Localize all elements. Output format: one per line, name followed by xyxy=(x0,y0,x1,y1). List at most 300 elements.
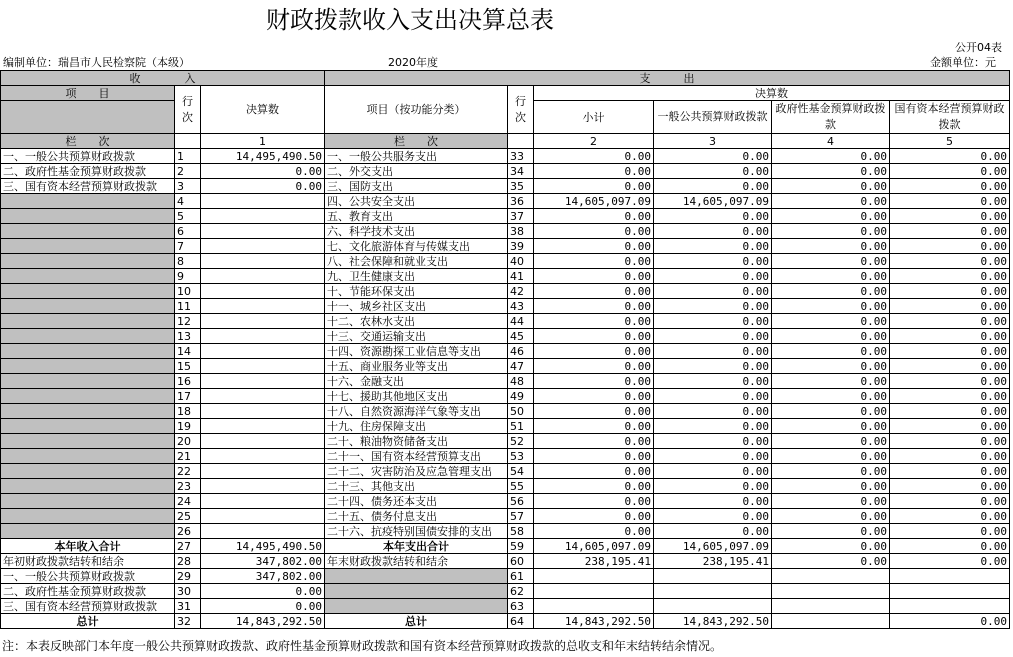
income-amount xyxy=(201,404,325,419)
row-no: 39 xyxy=(508,239,534,254)
expense-fund: 0.00 xyxy=(772,164,890,179)
table-row xyxy=(1,179,1010,194)
begin-fund-label: 二、政府性基金预算财政拨款 xyxy=(1,584,175,599)
row-no: 1 xyxy=(175,149,201,164)
income-item xyxy=(1,494,175,509)
income-amount xyxy=(201,389,325,404)
row-no: 60 xyxy=(508,554,534,569)
expense-item: 十三、交通运输支出 xyxy=(325,329,508,344)
currency-label: 金额单位：元 xyxy=(930,56,996,69)
income-item xyxy=(1,404,175,419)
row-no: 25 xyxy=(175,509,201,524)
row-no: 8 xyxy=(175,254,201,269)
expense-general: 0.00 xyxy=(654,449,772,464)
income-item xyxy=(1,299,175,314)
expense-subtotal: 0.00 xyxy=(534,494,654,509)
expense-fund: 0.00 xyxy=(772,449,890,464)
expense-fund: 0.00 xyxy=(772,299,890,314)
expense-general: 0.00 xyxy=(654,374,772,389)
col-3: 3 xyxy=(654,134,772,149)
expense-general: 0.00 xyxy=(654,479,772,494)
general-header: 一般公共预算财政拨款 xyxy=(654,101,772,134)
expense-state: 0.00 xyxy=(890,374,1010,389)
final-header: 决算数 xyxy=(534,86,1010,101)
expense-general: 0.00 xyxy=(654,329,772,344)
row-no: 22 xyxy=(175,464,201,479)
expense-state: 0.00 xyxy=(890,284,1010,299)
expense-state: 0.00 xyxy=(890,494,1010,509)
income-amount xyxy=(201,299,325,314)
row-no: 2 xyxy=(175,164,201,179)
expense-fund: 0.00 xyxy=(772,149,890,164)
row-no: 37 xyxy=(508,209,534,224)
exp-item-header: 项目（按功能分类） xyxy=(325,86,508,134)
form-number: 公开04表 xyxy=(955,41,1002,54)
col-4: 4 xyxy=(772,134,890,149)
income-item xyxy=(1,359,175,374)
table-row xyxy=(1,344,1010,359)
expense-subtotal: 0.00 xyxy=(534,284,654,299)
income-total-value: 14,495,490.50 xyxy=(201,539,325,554)
table-row xyxy=(1,194,1010,209)
grand-total-label-right: 总计 xyxy=(325,614,508,629)
expense-item: 九、卫生健康支出 xyxy=(325,269,508,284)
expense-item: 二十三、其他支出 xyxy=(325,479,508,494)
table-row xyxy=(1,389,1010,404)
col-label: 栏 次 xyxy=(1,134,175,149)
expense-item: 二十、粮油物资储备支出 xyxy=(325,434,508,449)
income-item xyxy=(1,419,175,434)
expense-subtotal: 0.00 xyxy=(534,269,654,284)
grand-total-general: 14,843,292.50 xyxy=(654,614,772,629)
row-no: 56 xyxy=(508,494,534,509)
expense-total-label: 本年支出合计 xyxy=(325,539,508,554)
expense-item: 十、节能环保支出 xyxy=(325,284,508,299)
expense-fund: 0.00 xyxy=(772,479,890,494)
expense-item: 四、公共安全支出 xyxy=(325,194,508,209)
expense-fund: 0.00 xyxy=(772,284,890,299)
income-amount xyxy=(201,509,325,524)
expense-state: 0.00 xyxy=(890,149,1010,164)
row-no: 35 xyxy=(508,179,534,194)
blank-cell xyxy=(890,599,1010,614)
income-item xyxy=(1,269,175,284)
expense-item: 二十一、国有资本经营预算支出 xyxy=(325,449,508,464)
expense-item: 二十六、抗疫特别国债安排的支出 xyxy=(325,524,508,539)
expense-item: 二、外交支出 xyxy=(325,164,508,179)
row-no: 30 xyxy=(175,584,201,599)
row-no: 53 xyxy=(508,449,534,464)
expense-general: 0.00 xyxy=(654,239,772,254)
expense-subtotal: 0.00 xyxy=(534,179,654,194)
row-no: 42 xyxy=(508,284,534,299)
begin-fund-value: 0.00 xyxy=(201,584,325,599)
row-no: 54 xyxy=(508,464,534,479)
table-row xyxy=(1,284,1010,299)
row-no: 55 xyxy=(508,479,534,494)
expense-subtotal: 0.00 xyxy=(534,524,654,539)
expense-item: 十四、资源勘探工业信息等支出 xyxy=(325,344,508,359)
income-amount: 14,495,490.50 xyxy=(201,149,325,164)
expense-subtotal: 0.00 xyxy=(534,509,654,524)
expense-state: 0.00 xyxy=(890,434,1010,449)
expense-subtotal: 0.00 xyxy=(534,329,654,344)
income-item xyxy=(1,509,175,524)
begin-state-label: 三、国有资本经营预算财政拨款 xyxy=(1,599,175,614)
row-no: 47 xyxy=(508,359,534,374)
row-no: 57 xyxy=(508,509,534,524)
begin-balance-value: 347,802.00 xyxy=(201,554,325,569)
expense-item: 八、社会保障和就业支出 xyxy=(325,254,508,269)
expense-item: 一、一般公共服务支出 xyxy=(325,149,508,164)
expense-fund: 0.00 xyxy=(772,404,890,419)
expense-general: 0.00 xyxy=(654,299,772,314)
table-row xyxy=(1,524,1010,539)
income-amount xyxy=(201,239,325,254)
income-amount xyxy=(201,524,325,539)
expense-fund: 0.00 xyxy=(772,224,890,239)
income-item xyxy=(1,284,175,299)
row-no: 49 xyxy=(508,389,534,404)
table-row xyxy=(1,359,1010,374)
income-item xyxy=(1,239,175,254)
expense-fund: 0.00 xyxy=(772,389,890,404)
table-row xyxy=(1,479,1010,494)
table-row xyxy=(1,164,1010,179)
expense-state: 0.00 xyxy=(890,509,1010,524)
grand-total-label: 总计 xyxy=(1,614,175,629)
end-balance-subtotal: 238,195.41 xyxy=(534,554,654,569)
row-no: 34 xyxy=(508,164,534,179)
expense-general: 0.00 xyxy=(654,359,772,374)
income-amount xyxy=(201,254,325,269)
amount-header: 决算数 xyxy=(201,86,325,134)
table-row xyxy=(1,434,1010,449)
expense-general: 0.00 xyxy=(654,434,772,449)
end-balance-label: 年末财政拨款结转和结余 xyxy=(325,554,508,569)
begin-general-value: 347,802.00 xyxy=(201,569,325,584)
expense-general: 0.00 xyxy=(654,224,772,239)
row-no: 61 xyxy=(508,569,534,584)
expense-fund: 0.00 xyxy=(772,464,890,479)
expense-state: 0.00 xyxy=(890,404,1010,419)
table-row xyxy=(1,494,1010,509)
row-no: 41 xyxy=(508,269,534,284)
income-amount xyxy=(201,224,325,239)
expense-fund: 0.00 xyxy=(772,194,890,209)
begin-state-value: 0.00 xyxy=(201,599,325,614)
expense-fund: 0.00 xyxy=(772,374,890,389)
table-row xyxy=(1,419,1010,434)
unit-label: 编制单位：瑞昌市人民检察院（本级） xyxy=(3,56,190,69)
row-no: 64 xyxy=(508,614,534,629)
income-item xyxy=(1,329,175,344)
income-amount xyxy=(201,209,325,224)
blank-cell xyxy=(772,569,890,584)
expense-state: 0.00 xyxy=(890,299,1010,314)
table-row xyxy=(1,209,1010,224)
income-item xyxy=(1,209,175,224)
row-no: 63 xyxy=(508,599,534,614)
expense-state: 0.00 xyxy=(890,254,1010,269)
row-no: 59 xyxy=(508,539,534,554)
expense-subtotal: 0.00 xyxy=(534,434,654,449)
expense-header: 支 出 xyxy=(325,71,1010,86)
income-amount xyxy=(201,194,325,209)
expense-subtotal: 0.00 xyxy=(534,404,654,419)
expense-total-general: 14,605,097.09 xyxy=(654,539,772,554)
income-amount xyxy=(201,314,325,329)
item-header: 项 目 xyxy=(1,86,175,101)
row-no: 48 xyxy=(508,374,534,389)
income-item: 三、国有资本经营预算财政拨款 xyxy=(1,179,175,194)
income-header: 收 入 xyxy=(1,71,325,86)
expense-subtotal: 0.00 xyxy=(534,149,654,164)
table-row xyxy=(1,374,1010,389)
income-item xyxy=(1,449,175,464)
income-amount xyxy=(201,464,325,479)
fund-header: 政府性基金预算财政拨款 xyxy=(772,101,890,134)
row-no: 29 xyxy=(175,569,201,584)
expense-general: 0.00 xyxy=(654,269,772,284)
expense-general: 0.00 xyxy=(654,164,772,179)
row-no: 23 xyxy=(175,479,201,494)
row-no: 27 xyxy=(175,539,201,554)
expense-state: 0.00 xyxy=(890,359,1010,374)
expense-item: 六、科学技术支出 xyxy=(325,224,508,239)
row-no: 4 xyxy=(175,194,201,209)
row-no: 13 xyxy=(175,329,201,344)
expense-fund: 0.00 xyxy=(772,509,890,524)
expense-state: 0.00 xyxy=(890,224,1010,239)
row-no: 10 xyxy=(175,284,201,299)
income-amount: 0.00 xyxy=(201,164,325,179)
row-no: 62 xyxy=(508,584,534,599)
row-no: 14 xyxy=(175,344,201,359)
expense-fund: 0.00 xyxy=(772,314,890,329)
income-amount: 0.00 xyxy=(201,179,325,194)
row-no: 17 xyxy=(175,389,201,404)
expense-general: 0.00 xyxy=(654,464,772,479)
blank-cell xyxy=(654,584,772,599)
income-item xyxy=(1,314,175,329)
end-balance-state: 0.00 xyxy=(890,554,1010,569)
expense-item: 二十五、债务付息支出 xyxy=(325,509,508,524)
blank-cell xyxy=(325,569,508,584)
expense-fund: 0.00 xyxy=(772,524,890,539)
expense-state: 0.00 xyxy=(890,344,1010,359)
row-no: 20 xyxy=(175,434,201,449)
expense-subtotal: 0.00 xyxy=(534,449,654,464)
expense-subtotal: 0.00 xyxy=(534,389,654,404)
expense-state: 0.00 xyxy=(890,479,1010,494)
row-no: 6 xyxy=(175,224,201,239)
row-no: 44 xyxy=(508,314,534,329)
expense-item: 三、国防支出 xyxy=(325,179,508,194)
blank-cell xyxy=(654,569,772,584)
table-row xyxy=(1,254,1010,269)
table-row xyxy=(1,299,1010,314)
table-row xyxy=(1,329,1010,344)
expense-state: 0.00 xyxy=(890,269,1010,284)
row-no: 21 xyxy=(175,449,201,464)
income-item xyxy=(1,374,175,389)
blank-cell xyxy=(890,569,1010,584)
row-no: 11 xyxy=(175,299,201,314)
income-item: 二、政府性基金预算财政拨款 xyxy=(1,164,175,179)
income-amount xyxy=(201,419,325,434)
row-no: 24 xyxy=(175,494,201,509)
expense-item: 十九、住房保障支出 xyxy=(325,419,508,434)
row-no: 5 xyxy=(175,209,201,224)
expense-item: 七、文化旅游体育与传媒支出 xyxy=(325,239,508,254)
expense-state: 0.00 xyxy=(890,164,1010,179)
expense-general: 0.00 xyxy=(654,284,772,299)
row-no: 28 xyxy=(175,554,201,569)
expense-state: 0.00 xyxy=(890,314,1010,329)
income-amount xyxy=(201,269,325,284)
income-item xyxy=(1,194,175,209)
expense-subtotal: 0.00 xyxy=(534,479,654,494)
income-item xyxy=(1,389,175,404)
expense-general: 0.00 xyxy=(654,404,772,419)
expense-subtotal: 14,605,097.09 xyxy=(534,194,654,209)
row-no: 9 xyxy=(175,269,201,284)
table-row xyxy=(1,224,1010,239)
expense-general: 14,605,097.09 xyxy=(654,194,772,209)
blank-cell xyxy=(534,569,654,584)
row-no: 3 xyxy=(175,179,201,194)
page-title: 财政拨款收入支出决算总表 xyxy=(266,6,554,34)
expense-subtotal: 0.00 xyxy=(534,209,654,224)
expense-general: 0.00 xyxy=(654,509,772,524)
blank-cell xyxy=(890,584,1010,599)
year-label: 2020年度 xyxy=(388,56,438,69)
income-item xyxy=(1,479,175,494)
expense-subtotal: 0.00 xyxy=(534,314,654,329)
expense-fund: 0.00 xyxy=(772,419,890,434)
row-no: 36 xyxy=(508,194,534,209)
expense-fund: 0.00 xyxy=(772,269,890,284)
col-label-2: 栏 次 xyxy=(325,134,508,149)
table-row xyxy=(1,269,1010,284)
expense-state: 0.00 xyxy=(890,449,1010,464)
expense-state: 0.00 xyxy=(890,389,1010,404)
expense-general: 0.00 xyxy=(654,254,772,269)
expense-fund: 0.00 xyxy=(772,239,890,254)
expense-state: 0.00 xyxy=(890,464,1010,479)
expense-state: 0.00 xyxy=(890,209,1010,224)
grand-total-fund xyxy=(772,614,890,629)
begin-balance-label: 年初财政拨款结转和结余 xyxy=(1,554,175,569)
table-row xyxy=(1,449,1010,464)
income-amount xyxy=(201,374,325,389)
expense-general: 0.00 xyxy=(654,389,772,404)
expense-subtotal: 0.00 xyxy=(534,359,654,374)
blank-cell xyxy=(508,134,534,149)
table-row xyxy=(1,149,1010,164)
row-no: 12 xyxy=(175,314,201,329)
table-row xyxy=(1,314,1010,329)
row-no: 45 xyxy=(508,329,534,344)
expense-state: 0.00 xyxy=(890,524,1010,539)
blank-cell xyxy=(325,599,508,614)
expense-general: 0.00 xyxy=(654,314,772,329)
expense-subtotal: 0.00 xyxy=(534,164,654,179)
income-item xyxy=(1,224,175,239)
expense-state: 0.00 xyxy=(890,329,1010,344)
begin-general-label: 一、一般公共预算财政拨款 xyxy=(1,569,175,584)
income-item xyxy=(1,344,175,359)
income-amount xyxy=(201,449,325,464)
expense-general: 0.00 xyxy=(654,494,772,509)
expense-item: 十七、援助其他地区支出 xyxy=(325,389,508,404)
expense-general: 0.00 xyxy=(654,344,772,359)
row-no: 51 xyxy=(508,419,534,434)
income-amount xyxy=(201,494,325,509)
blank-cell xyxy=(654,599,772,614)
table-row xyxy=(1,464,1010,479)
row-no: 38 xyxy=(508,224,534,239)
expense-subtotal: 0.00 xyxy=(534,254,654,269)
end-balance-fund: 0.00 xyxy=(772,554,890,569)
row-no: 40 xyxy=(508,254,534,269)
footnote: 注：本表反映部门本年度一般公共预算财政拨款、政府性基金预算财政拨款和国有资本经营预算财政拨款的总收支和年末结转结余情况。 xyxy=(2,639,723,653)
row-no: 58 xyxy=(508,524,534,539)
row-no-header: 行次 xyxy=(175,86,201,134)
expense-general: 0.00 xyxy=(654,419,772,434)
income-total-label: 本年收入合计 xyxy=(1,539,175,554)
blank-cell xyxy=(772,584,890,599)
expense-fund: 0.00 xyxy=(772,329,890,344)
expense-subtotal: 0.00 xyxy=(534,419,654,434)
row-no: 18 xyxy=(175,404,201,419)
expense-item: 十六、金融支出 xyxy=(325,374,508,389)
row-no: 31 xyxy=(175,599,201,614)
row-no: 46 xyxy=(508,344,534,359)
expense-subtotal: 0.00 xyxy=(534,464,654,479)
expense-fund: 0.00 xyxy=(772,179,890,194)
expense-subtotal: 0.00 xyxy=(534,299,654,314)
expense-state: 0.00 xyxy=(890,194,1010,209)
expense-fund: 0.00 xyxy=(772,254,890,269)
blank-cell xyxy=(175,134,201,149)
expense-item: 十五、商业服务业等支出 xyxy=(325,359,508,374)
expense-general: 0.00 xyxy=(654,524,772,539)
expense-fund: 0.00 xyxy=(772,209,890,224)
income-amount xyxy=(201,434,325,449)
subtotal-header: 小计 xyxy=(534,101,654,134)
expense-item: 二十四、债务还本支出 xyxy=(325,494,508,509)
expense-total-fund: 0.00 xyxy=(772,539,890,554)
income-item xyxy=(1,434,175,449)
row-no: 26 xyxy=(175,524,201,539)
table-row xyxy=(1,239,1010,254)
expense-total-subtotal: 14,605,097.09 xyxy=(534,539,654,554)
table-row xyxy=(1,404,1010,419)
income-amount xyxy=(201,359,325,374)
expense-fund: 0.00 xyxy=(772,344,890,359)
income-item xyxy=(1,524,175,539)
row-no: 19 xyxy=(175,419,201,434)
income-item xyxy=(1,464,175,479)
expense-item: 五、教育支出 xyxy=(325,209,508,224)
row-no: 52 xyxy=(508,434,534,449)
row-no: 32 xyxy=(175,614,201,629)
expense-general: 0.00 xyxy=(654,209,772,224)
income-item xyxy=(1,254,175,269)
row-no: 33 xyxy=(508,149,534,164)
